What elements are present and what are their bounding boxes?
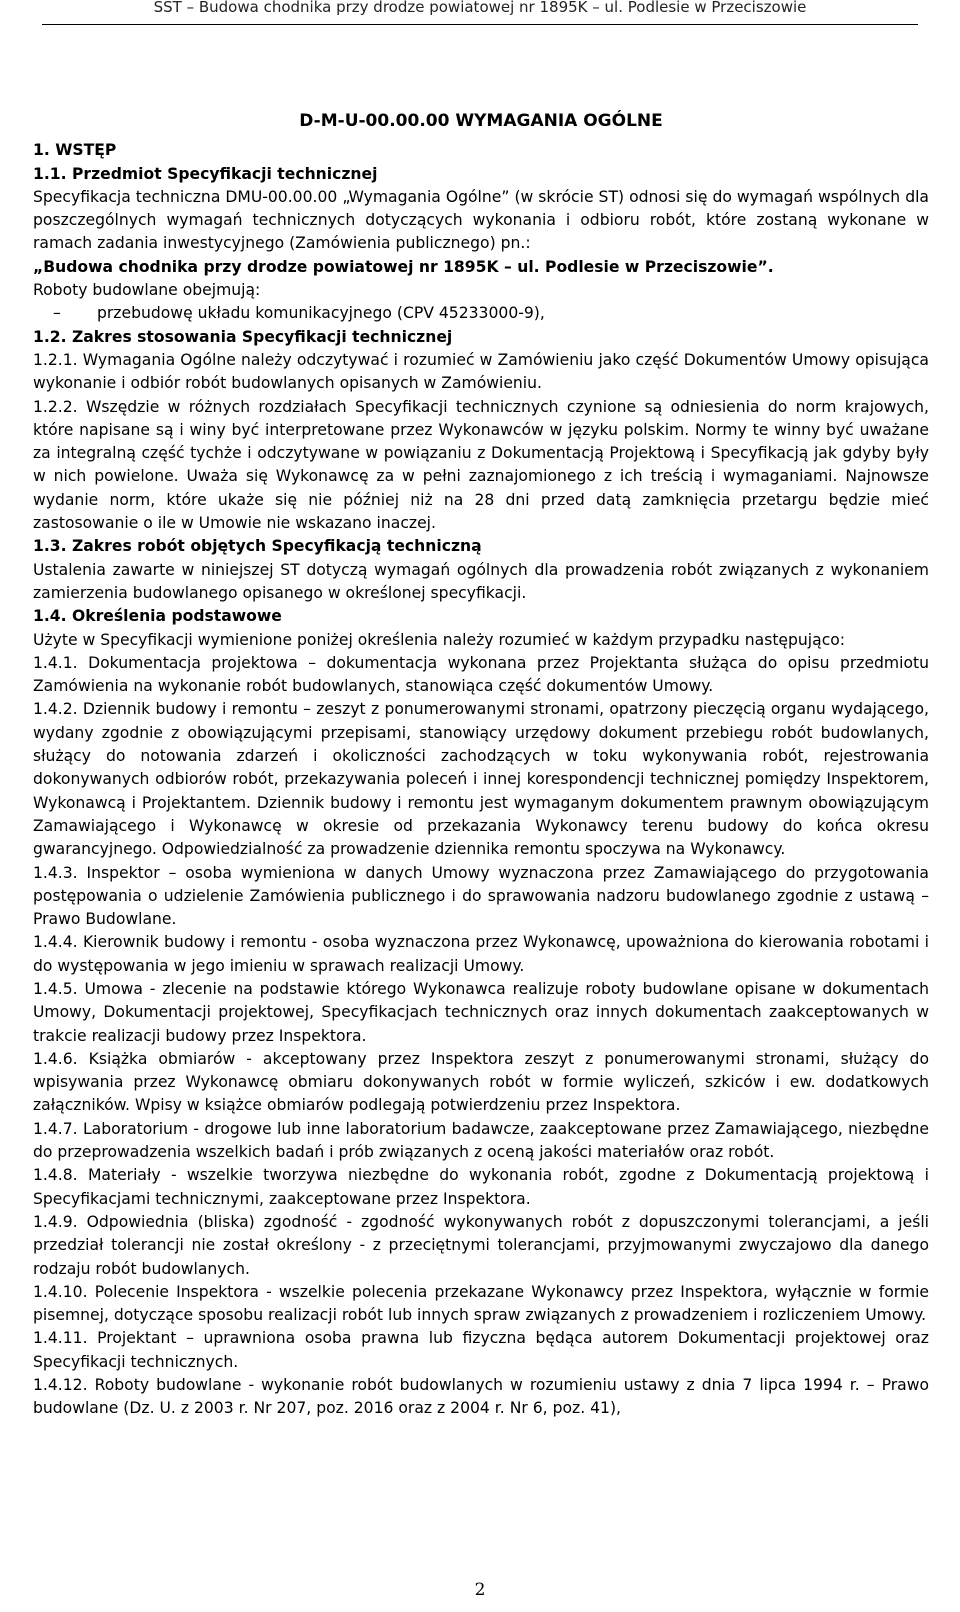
definition-1-4-7: 1.4.7. Laboratorium - drogowe lub inne laboratorium badawcze, zaakceptowane przez Zamawiającego, niezbędne do przeprowadzenia wszelkich badań i prób związanych z oceną jakości materiałów oraz robót. (33, 1119, 929, 1162)
definition-1-4-9: 1.4.9. Odpowiednia (bliska) zgodność - zgodność wykonywanych robót z dopuszczonymi tolerancjami, a jeśli przedział tolerancji nie został określony - z przeciętnymi tolerancjami, przyjmowanymi zwyczajowo dla danego rodzaju robót budowlanych. (33, 1212, 929, 1278)
definition-1-4-2: 1.4.2. Dziennik budowy i remontu – zeszyt z ponumerowanymi stronami, opatrzony pieczęcią organu wydającego, wydany zgodnie z obowiązującymi przepisami, stanowiący urzędowy dokument przebiegu robót budowlanych, służący do notowania zdarzeń i okoliczności zachodzących w toku wykonywania robót, rejestrowania dokonywanych odbiorów robót, przekazywania poleceń i innej korespondencji technicznej pomiędzy Inspektorem, Wykonawcą i Projektantem. Dziennik budowy i remontu jest wymaganym dokumentem prawnym obowiązującym Zamawiającego i Wykonawcę w okresie od przekazania Wykonawcy terenu budowy do końca okresu gwarancyjnego. Odpowiedzialność za prowadzenie dziennika remontu spoczywa na Wykonawcy. (33, 700, 929, 859)
section-heading-1: 1. WSTĘP (33, 141, 117, 160)
works-intro: Roboty budowlane obejmują: (33, 281, 261, 300)
paragraph-1-4: Użyte w Specyfikacji wymienione poniżej określenia należy rozumieć w każdym przypadku następująco: (33, 630, 846, 649)
paragraph-1-3: Ustalenia zawarte w niniejszej ST dotyczą wymagań ogólnych dla prowadzenia robót związanych z wykonaniem zamierzenia budowlanego opisanego w określonej specyfikacji. (33, 560, 929, 602)
definition-1-4-3: 1.4.3. Inspektor – osoba wymieniona w danych Umowy wyznaczona przez Zamawiającego do przygotowania postępowania o udzielenie Zamówienia publicznego i do sprawowania nadzoru budowlanego zgodnie z ustawą – Prawo Budowlane. (33, 863, 929, 929)
running-header-title: SST – Budowa chodnika przy drodze powiatowej nr 1895K – ul. Podlesie w Przeciszowie (153, 0, 807, 16)
page-number: 2 (474, 1580, 486, 1600)
definition-1-4-6: 1.4.6. Książka obmiarów - akceptowany przez Inspektora zeszyt z ponumerowanymi stronami, służący do wpisywania przez Wykonawcę obmiaru dokonywanych robót w formie wyliczeń, szkiców i ew. dodatkowych załączników. Wpisy w książce obmiarów podlegają potwierdzeniu przez Inspektora. (33, 1049, 929, 1115)
bullet-item-text: przebudowę układu komunikacyjnego (CPV 45233000-9), (97, 304, 545, 323)
definition-1-4-4: 1.4.4. Kierownik budowy i remontu - osoba wyznaczona przez Wykonawcę, upoważniona do kierowania robotami i do występowania w jego imieniu w sprawach realizacji Umowy. (33, 933, 929, 975)
definition-1-4-8: 1.4.8. Materiały - wszelkie tworzywa niezbędne do wykonania robót, zgodne z Dokumentacją projektową i Specyfikacjami technicznymi, zaakceptowane przez Inspektora. (33, 1166, 929, 1208)
definition-1-4-12: 1.4.12. Roboty budowlane - wykonanie robót budowlanych w rozumieniu ustawy z dnia 7 lipca 1994 r. – Prawo budowlane (Dz. U. z 2003 r. Nr 207, poz. 2016 oraz z 2004 r. Nr 6, poz. 41), (33, 1376, 929, 1418)
project-name: „Budowa chodnika przy drodze powiatowej nr 1895K – ul. Podlesie w Przeciszowie”. (33, 257, 774, 276)
header-rule (42, 24, 918, 25)
bullet-item (33, 302, 929, 325)
definition-1-4-10: 1.4.10. Polecenie Inspektora - wszelkie polecenia przekazane Wykonawcy przez Inspektora, wyłącznie w formie pisemnej, dotyczące sposobu realizacji robót lub innych spraw związanych z prowadzeniem i rozliczeniem Umowy. (33, 1282, 929, 1325)
definition-1-4-1: 1.4.1. Dokumentacja projektowa – dokumentacja wykonana przez Projektanta służąca do opisu przedmiotu Zamówienia na wykonanie robót budowlanych, stanowiąca część dokumentów Umowy. (33, 653, 929, 696)
section-heading-1-2: 1.2. Zakres stosowania Specyfikacji technicznej (33, 327, 453, 346)
section-heading-1-4: 1.4. Określenia podstawowe (33, 607, 282, 626)
document-body (33, 110, 929, 1421)
document-title: D-M-U-00.00.00 WYMAGANIA OGÓLNE (299, 111, 663, 131)
paragraph-1-1-text: Specyfikacja techniczna DMU-00.00.00 „Wymagania Ogólne” (w skrócie ST) odnosi się do wymagań wspólnych dla poszczególnych wymagań technicznych dotyczących wykonania i odbioru robót, które zostaną wykonane w ramach zadania inwestycyjnego (Zamówienia publicznego) pn.: (33, 187, 929, 253)
section-heading-1-3: 1.3. Zakres robót objętych Specyfikacją techniczną (33, 537, 482, 556)
paragraph-1-1 (33, 186, 929, 279)
section-heading-1-1: 1.1. Przedmiot Specyfikacji technicznej (33, 164, 378, 183)
running-header (0, 0, 960, 30)
definition-1-4-5: 1.4.5. Umowa - zlecenie na podstawie którego Wykonawca realizuje roboty budowlane opisane w dokumentach Umowy, Dokumentacji projektowej, Specyfikacjach technicznych oraz innych dokumentach zaakceptowanych w trakcie realizacji budowy przez Inspektora. (33, 979, 929, 1045)
paragraph-1-2-1: 1.2.1. Wymagania Ogólne należy odczytywać i rozumieć w Zamówieniu jako część Dokumentów Umowy opisująca wykonanie i odbiór robót budowlanych opisanych w Zamówieniu. (33, 350, 929, 393)
paragraph-1-2-2: 1.2.2. Wszędzie w różnych rozdziałach Specyfikacji technicznych czynione są odniesienia do norm krajowych, które napisane są i winy być interpretowane przez Wykonawców w języku polskim. Normy te winny być uważane za integralną część tychże i odczytywane w powiązaniu z Dokumentacją Projektową i Specyfikacją jak gdyby były w nich powielone. Uważa się Wykonawcę za w pełni zaznajomionego z ich treścią i wymaganiami. Najnowsze wydanie norm, które ukaże się nie później niż na 28 dni przed datą zamknięcia przetargu będzie mieć zastosowanie o ile w Umowie nie wskazano inaczej. (33, 397, 929, 533)
bullet-dash: – (53, 304, 61, 323)
definition-1-4-11: 1.4.11. Projektant – uprawniona osoba prawna lub fizyczna będąca autorem Dokumentacji projektowej oraz Specyfikacji technicznych. (33, 1329, 929, 1371)
